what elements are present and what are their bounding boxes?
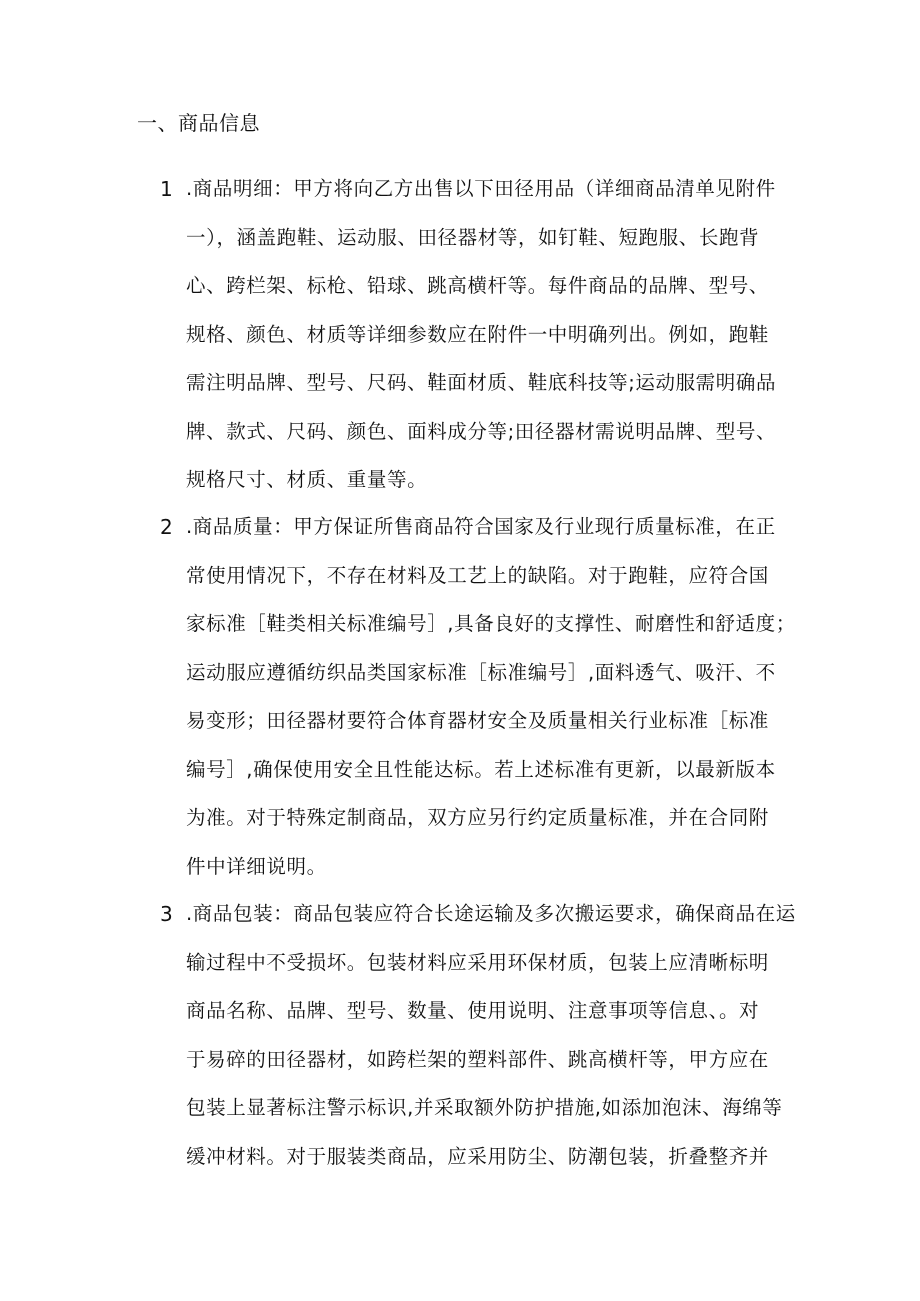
clause-body (186, 503, 796, 891)
clause-line: 于易碎的田径器材，如跨栏架的塑料部件、跳高横杆等，甲方应在 (186, 1047, 769, 1071)
clause-line: 一），涵盖跑鞋、运动服、田径器材等，如钉鞋、短跑服、长跑背 (186, 225, 760, 249)
clause-line: 为准。对于特殊定制商品，双方应另行约定质量标准，并在合同附 (186, 806, 769, 829)
clause-line: 规格尺寸、材质、重量等。 (186, 468, 428, 491)
clause-line: .商品质量：甲方保证所售商品符合国家及行业现行质量标准，在正 (186, 515, 776, 538)
clause-number: 3 (160, 902, 173, 926)
clause-line: .商品明细：甲方将向乙方出售以下田径用品（详细商品清单见附件 (186, 177, 776, 200)
clause-line: 需注明品牌、型号、尺码、鞋面材质、鞋底科技等;运动服需明确品 (186, 371, 777, 394)
clause-line: 家标准［鞋类相关标准编号］,具备良好的支撑性、耐磨性和舒适度； (186, 612, 796, 635)
clause-line: 商品名称、品牌、型号、数量、使用说明、注意事项等信息、。对 (186, 999, 760, 1022)
clause-line: 常使用情况下，不存在材料及工艺上的缺陷。对于跑鞋，应符合国 (186, 563, 769, 587)
clause-line: 包装上显著标注警示标识,并采取额外防护措施,如添加泡沫、海绵等 (186, 1096, 783, 1119)
clause-number: 2 (160, 515, 173, 539)
clause-line: 规格、颜色、材质等详细参数应在附件一中明确列出。例如，跑鞋 (186, 322, 769, 346)
clause-line: 牌、款式、尺码、颜色、面料成分等;田径器材需说明品牌、型号、 (186, 419, 777, 443)
clause-line: 心、跨栏架、标枪、铅球、跳高横杆等。每件商品的品牌、型号、 (186, 274, 769, 297)
clause-body (186, 890, 796, 1181)
clause-line: 件中详细说明。 (186, 854, 327, 878)
section-heading: 一、商品信息 (137, 111, 260, 135)
clause-line: 缓冲材料。对于服装类商品，应采用防尘、防潮包装，折叠整齐并 (186, 1144, 769, 1168)
clause-body (186, 165, 776, 505)
clause-line: 输过程中不受损坏。包装材料应采用环保材质，包装上应清晰标明 (186, 950, 769, 974)
clause-line: 易变形；田径器材要符合体育器材安全及质量相关行业标准［标准 (186, 709, 769, 732)
clause-line: 运动服应遵循纺织品类国家标准［标准编号］,面料透气、吸汗、不 (186, 660, 776, 684)
clause-line: .商品包装：商品包装应符合长途运输及多次搬运要求，确保商品在运 (186, 902, 796, 925)
clause-line: 编号］,确保使用安全且性能达标。若上述标准有更新，以最新版本 (186, 757, 776, 781)
clause-number: 1 (160, 177, 173, 201)
